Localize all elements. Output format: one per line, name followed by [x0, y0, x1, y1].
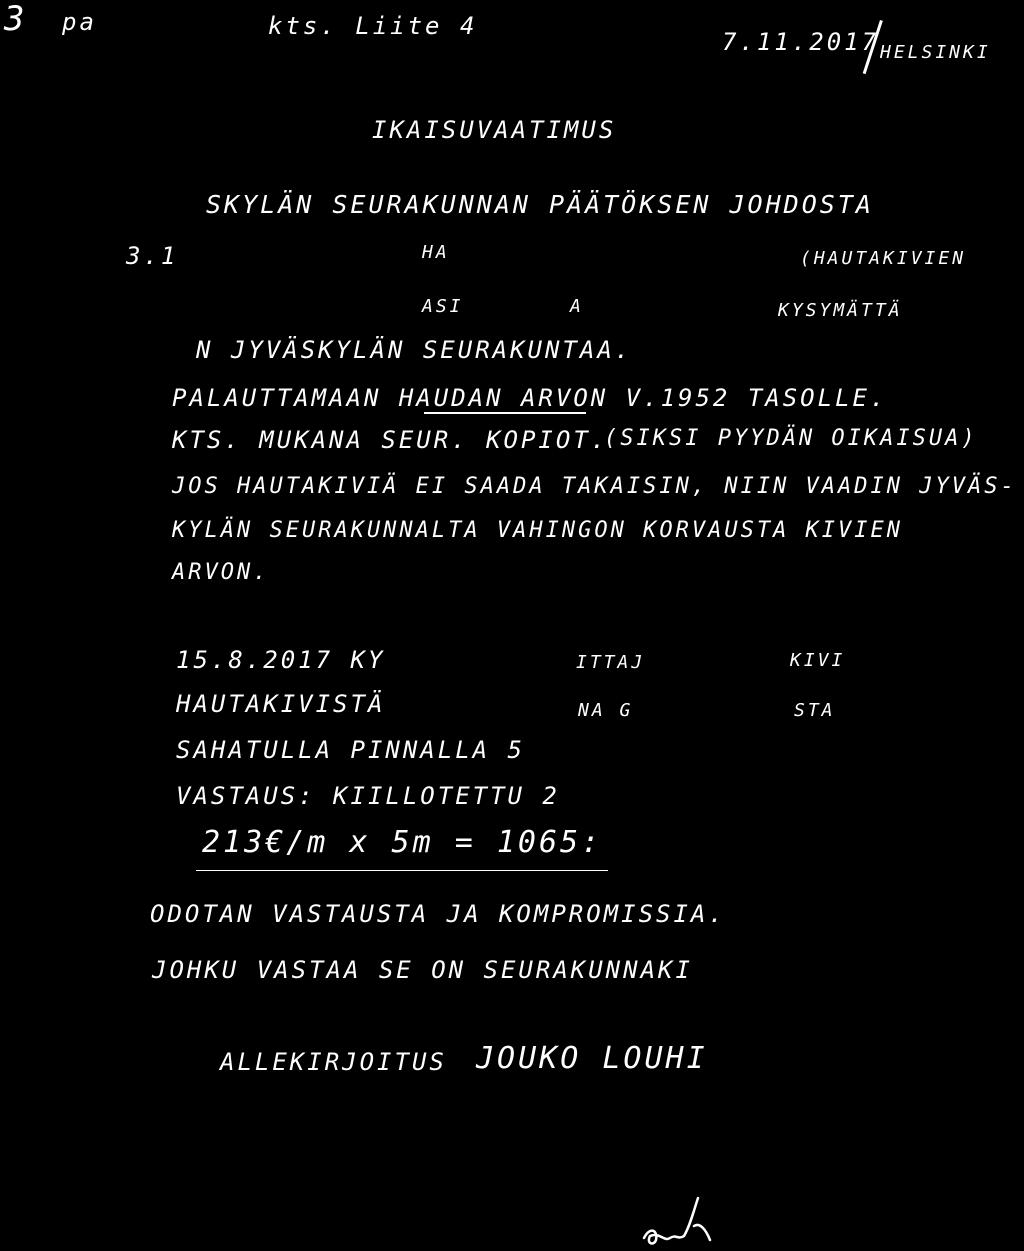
item-line-3-left: ASI [422, 296, 464, 317]
underline-haudan-arvon [424, 412, 586, 414]
note-line-3: SAHATULLA PINNALLA 5 [176, 736, 525, 764]
note-line-1-b: ITTAJ [576, 652, 646, 673]
corner-initials: pa [62, 8, 97, 36]
note-line-2-a: HAUTAKIVISTÄ [176, 690, 386, 718]
document-date: 7.11.2017 [722, 28, 880, 56]
document-title: IKAISUVAATIMUS [372, 116, 617, 144]
signer-name: JOUKO LOUHI [476, 1041, 708, 1076]
item-line-2-mid: HA [422, 242, 450, 263]
item-line-5: PALAUTTAMAAN HAUDAN ARVON V.1952 TASOLLE. [172, 384, 888, 412]
item-line-1: SKYLÄN SEURAKUNNAN PÄÄTÖKSEN JOHDOSTA [206, 190, 874, 219]
signature-label: ALLEKIRJOITUS [220, 1048, 447, 1076]
item-line-2-right: (HAUTAKIVIEN [800, 248, 967, 269]
note-line-1-c: KIVI [790, 650, 846, 671]
item-line-6-a: KTS. MUKANA SEUR. KOPIOT. [172, 426, 609, 454]
note-line-2-c: STA [794, 700, 836, 721]
note-line-2-b: NA G [578, 700, 634, 721]
item-line-6-b: (SIKSI PYYDÄN OIKAISUA) [604, 426, 978, 451]
item-line-7: JOS HAUTAKIVIÄ EI SAADA TAKAISIN, NIIN VAADIN JYVÄS- [172, 474, 1017, 499]
note-line-1-a: 15.8.2017 KY [176, 646, 386, 674]
item-line-8: KYLÄN SEURAKUNNALTA VAHINGON KORVAUSTA KIVIEN [172, 518, 904, 543]
attachment-reference: kts. Liite 4 [268, 12, 478, 40]
closing-line-1: ODOTAN VASTAUSTA JA KOMPROMISSIA. [150, 900, 726, 928]
note-line-4: VASTAUS: KIILLOTETTU 2 [176, 782, 560, 810]
document-place: HELSINKI [880, 42, 991, 63]
calculation-underline [196, 870, 608, 871]
closing-line-2: JOHKU VASTAA SE ON SEURAKUNNAKI [152, 956, 693, 984]
price-calculation: 213€/m x 5m = 1065: [202, 825, 603, 860]
item-line-4: N JYVÄSKYLÄN SEURAKUNTAA. [196, 336, 633, 364]
item-number: 3.1 [126, 242, 179, 270]
item-line-9: ARVON. [172, 560, 270, 585]
item-line-3-mid: A [570, 296, 584, 317]
handwritten-initials [640, 1196, 720, 1248]
corner-mark: 3 [4, 0, 28, 39]
item-line-3-right: KYSYMÄTTÄ [778, 300, 903, 321]
